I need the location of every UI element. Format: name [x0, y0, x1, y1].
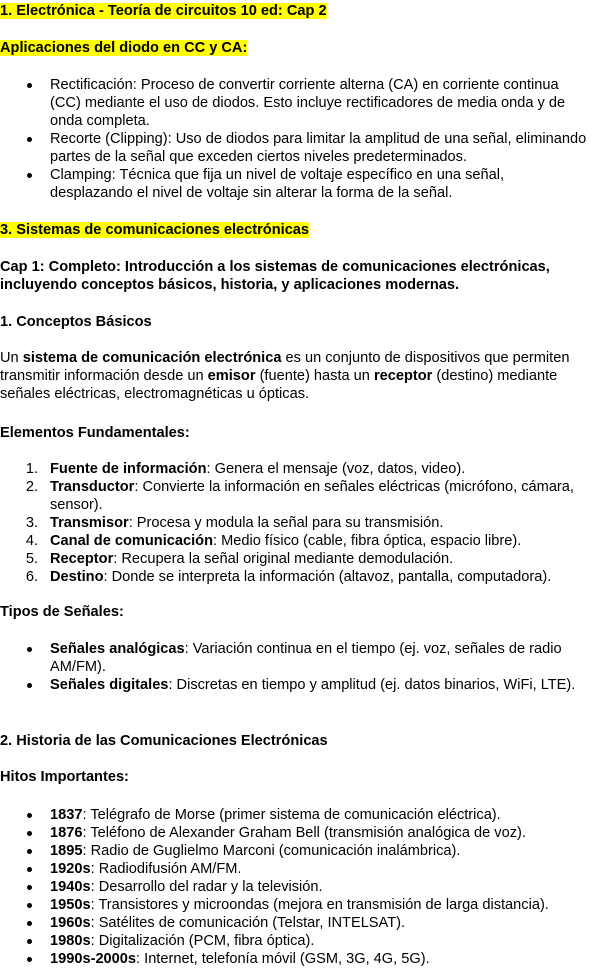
chapter-1-title: Cap 1: Completo: Introducción a los sistemas de comunicaciones electrónicas, incluyendo conceptos básicos, historia, y aplicaciones modernas. — [0, 259, 550, 293]
signals-list — [0, 640, 589, 694]
signals-heading: Tipos de Señales: — [0, 604, 124, 620]
list-item: • Señales analógicas: Variación continua en el tiempo (ej. voz, señales de radio AM/FM). — [0, 640, 589, 676]
list-item: • Clamping: Técnica que fija un nivel de voltaje específico en una señal, desplazando el nivel de voltaje sin alterar la forma de la señal. — [0, 166, 589, 202]
list-item: • 1837: Telégrafo de Morse (primer sistema de comunicación eléctrica). — [0, 806, 589, 824]
heading-aplicaciones-diodo: Aplicaciones del diodo en CC y CA: — [0, 40, 248, 56]
heading-electronica: 1. Electrónica - Teoría de circuitos 10 ed: Cap 2 — [0, 3, 327, 19]
list-item: • Señales digitales: Discretas en tiempo y amplitud (ej. datos binarios, WiFi, LTE). — [0, 676, 589, 694]
list-item: 3. Transmisor: Procesa y modula la señal para su transmisión. — [25, 515, 444, 531]
section-historia: 2. Historia de las Comunicaciones Electrónicas — [0, 733, 328, 749]
list-item: • 1940s: Desarrollo del radar y la televisión. — [0, 878, 589, 896]
milestones-heading: Hitos Importantes: — [0, 769, 129, 785]
heading-sistemas-comunicaciones: 3. Sistemas de comunicaciones electrónicas — [0, 222, 310, 238]
list-item: 6. Destino: Donde se interpreta la información (altavoz, pantalla, computadora). — [25, 569, 552, 585]
list-item: • 1920s: Radiodifusión AM/FM. — [0, 860, 589, 878]
list-item: • 1960s: Satélites de comunicación (Telstar, INTELSAT). — [0, 914, 589, 932]
list-item: • Rectificación: Proceso de convertir corriente alterna (CA) en corriente continua (CC) mediante el uso de diodos. Esto incluye rectificadores de media onda y de onda completa. — [0, 76, 589, 130]
list-item: 2. Transductor: Convierte la información en señales eléctricas (micrófono, cámara, sensor). — [25, 479, 574, 513]
intro-paragraph: Un sistema de comunicación electrónica es un conjunto de dispositivos que permiten transmitir información desde un emisor (fuente) hasta un receptor (destino) mediante señales eléctricas, electromagnéticas u ópticas. — [0, 350, 570, 402]
list-item: 5. Receptor: Recupera la señal original mediante demodulación. — [25, 551, 454, 567]
list-item: 4. Canal de comunicación: Medio físico (cable, fibra óptica, espacio libre). — [25, 533, 522, 549]
elements-heading: Elementos Fundamentales: — [0, 425, 190, 441]
elements-list — [0, 460, 589, 586]
list-item: • 1980s: Digitalización (PCM, fibra óptica). — [0, 932, 589, 950]
list-item: • 1876: Teléfono de Alexander Graham Bell (transmisión analógica de voz). — [0, 824, 589, 842]
list-item: • 1895: Radio de Guglielmo Marconi (comunicación inalámbrica). — [0, 842, 589, 860]
list-item: 1. Fuente de información: Genera el mensaje (voz, datos, video). — [25, 461, 466, 477]
list-item: • Recorte (Clipping): Uso de diodos para limitar la amplitud de una señal, eliminando partes de la señal que exceden ciertos niveles predeterminados. — [0, 130, 589, 166]
section-conceptos-basicos: 1. Conceptos Básicos — [0, 314, 152, 330]
list-item: • 1990s-2000s: Internet, telefonía móvil (GSM, 3G, 4G, 5G). — [0, 950, 589, 968]
milestones-list — [0, 806, 589, 968]
diode-applications-list — [0, 76, 589, 202]
list-item: • 1950s: Transistores y microondas (mejora en transmisión de larga distancia). — [0, 896, 589, 914]
